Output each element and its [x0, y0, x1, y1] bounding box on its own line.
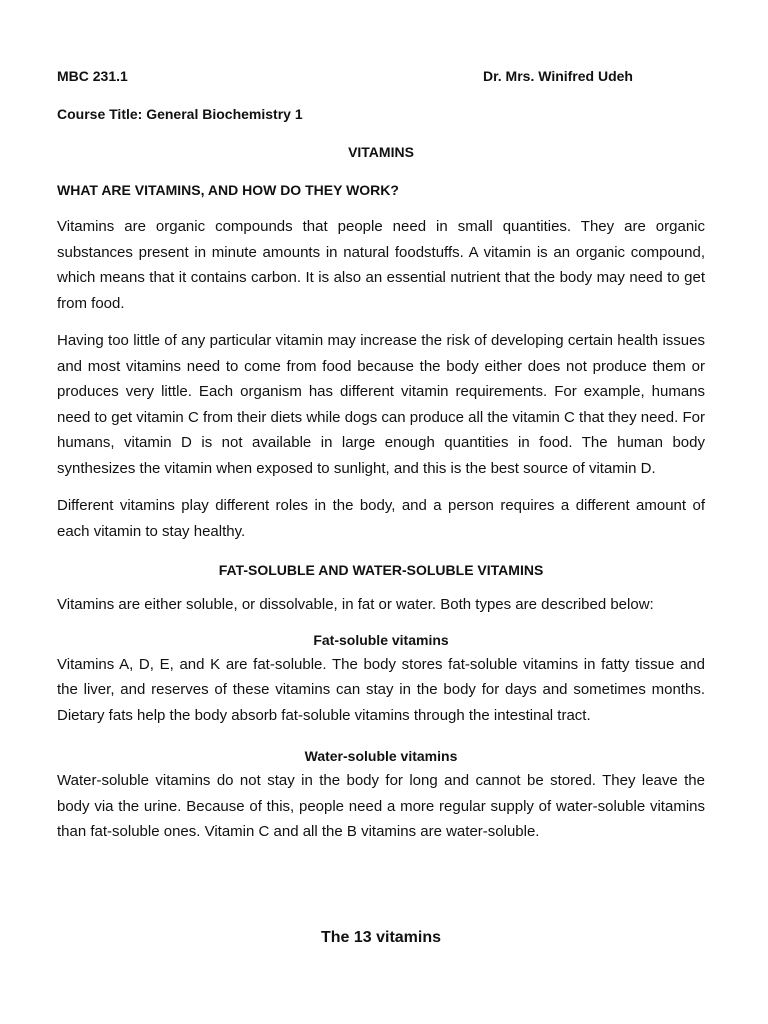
paragraph-fat-soluble: Vitamins A, D, E, and K are fat-soluble. The body stores fat-soluble vitamins in fatty tissue and the liver, and reserves of these vitamins can stay in the body for days and sometimes months. Dietary fats help the body absorb fat-soluble vitamins through the intestinal tract.	[57, 655, 705, 724]
subheading-fat-soluble: Fat-soluble vitamins	[313, 631, 449, 648]
paragraph-definition: Vitamins are organic compounds that people need in small quantities. They are organic substances present in minute amounts in natural foodstuffs. A vitamin is an organic compound, which means that it contains carbon. It is also an essential nutrient that the body may need to get from food.	[57, 218, 705, 312]
subheading-water-soluble: Water-soluble vitamins	[304, 748, 458, 764]
course-title: Course Title: General Biochemistry 1	[57, 106, 303, 122]
lecturer-name: Dr. Mrs. Winifred Udeh	[482, 68, 633, 84]
paragraph-solubility: Vitamins are either soluble, or dissolvable, in fat or water. Both types are described below:	[57, 596, 654, 613]
paragraph-roles: Different vitamins play different roles in the body, and a person requires a different amount of each vitamin to stay healthy.	[57, 497, 705, 540]
section-heading-what-are-vitamins: WHAT ARE VITAMINS, AND HOW DO THEY WORK?	[57, 182, 399, 198]
paragraph-water-soluble: Water-soluble vitamins do not stay in the body for long and cannot be stored. They leave the body via the urine. Because of this, people need a more regular supply of water-soluble vitamins than fat-soluble ones. Vitamin C and all the B vitamins are water-soluble.	[57, 772, 705, 840]
course-code: MBC 231.1	[57, 68, 128, 84]
section-heading-fat-water: FAT-SOLUBLE AND WATER-SOLUBLE VITAMINS	[218, 562, 544, 578]
heading-13-vitamins: The 13 vitamins	[320, 928, 442, 946]
header-row	[57, 66, 705, 86]
paragraph-requirements: Having too little of any particular vitamin may increase the risk of developing certain health issues and most vitamins need to come from food because the body either does not produce them or produces very little. Each organism has different vitamin requirements. For example, humans need to get vitamin C from their diets while dogs can produce all the vitamin C that they need. For humans, vitamin D is not available in large enough quantities in food. The human body synthesizes the vitamin when exposed to sunlight, and this is the best source of vitamin D.	[57, 332, 705, 477]
document-page	[57, 66, 705, 949]
document-title: VITAMINS	[348, 144, 414, 160]
